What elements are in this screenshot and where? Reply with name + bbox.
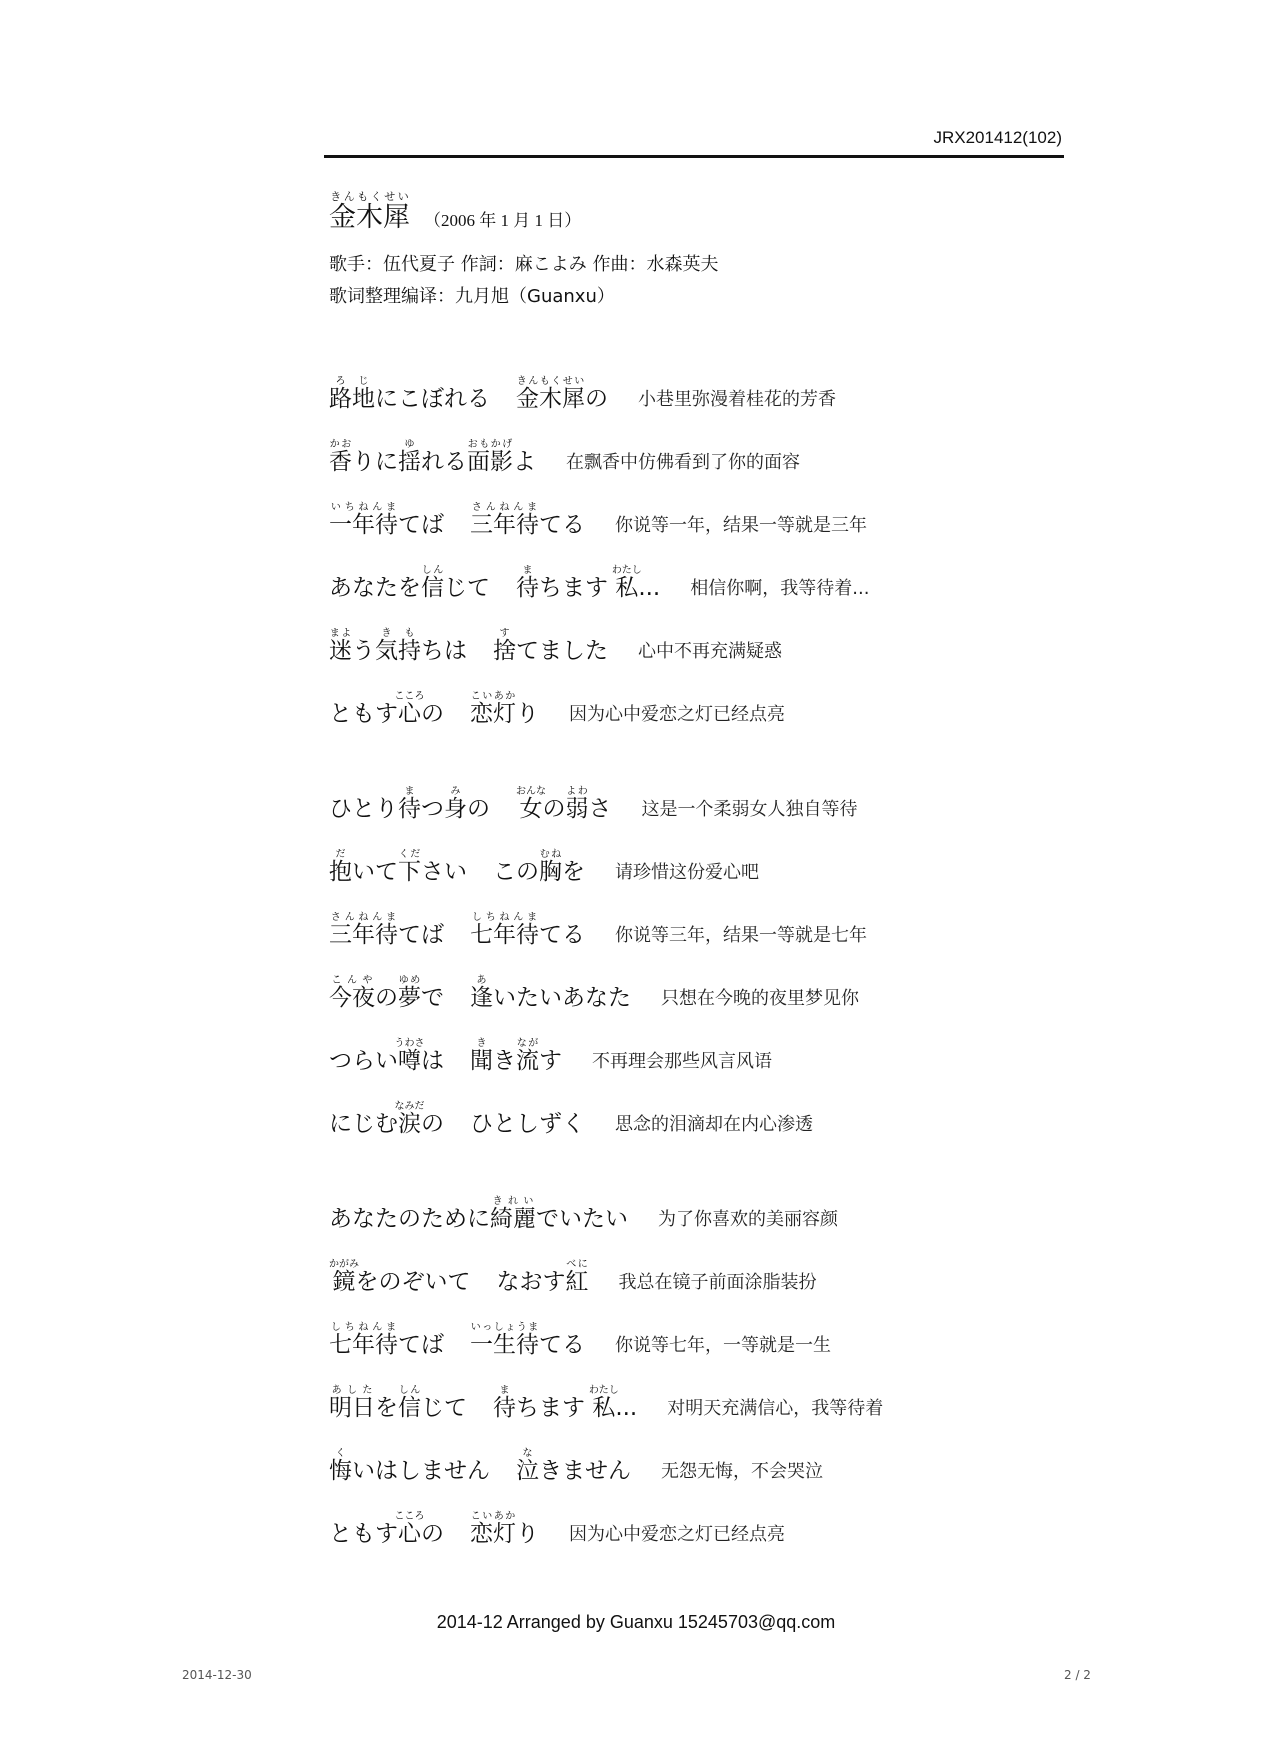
ruby-base: 噂 — [394, 1048, 425, 1074]
kana-text: てば — [398, 922, 444, 948]
furigana: こんや — [329, 975, 375, 986]
kana-text: の — [421, 701, 444, 727]
ruby-base: 綺麗 — [490, 1206, 536, 1232]
ruby-word — [329, 1448, 352, 1484]
ruby-word — [470, 1322, 539, 1358]
kana-text: てる — [539, 512, 585, 538]
kana-text: う — [352, 638, 375, 664]
ruby-word — [588, 1385, 619, 1421]
furigana: さんねんま — [329, 912, 398, 923]
lyric-line — [329, 760, 883, 823]
furigana: あ — [470, 975, 493, 986]
kana-text: ... — [615, 1395, 638, 1421]
lyric-japanese-phrase — [493, 628, 608, 665]
lyric-japanese-phrase — [470, 975, 631, 1012]
furigana: なが — [516, 1038, 539, 1049]
ruby-base: 泣 — [516, 1458, 539, 1484]
lyric-japanese-phrase — [329, 1322, 444, 1359]
ruby-base: 聞 — [470, 1048, 493, 1074]
ruby-base: 私 — [611, 575, 642, 601]
ruby-word — [375, 628, 398, 664]
kana-text: この — [493, 859, 539, 885]
ruby-base: 流 — [516, 1048, 539, 1074]
lyric-chinese-translation: 为了你喜欢的美丽容颜 — [658, 1209, 838, 1230]
ruby-word — [490, 1196, 536, 1232]
lyric-line — [329, 476, 883, 539]
kana-text: の — [375, 985, 398, 1011]
translator-credit: 歌词整理编译：九月旭（Guanxu） — [329, 286, 615, 307]
ruby-base: 信 — [421, 575, 444, 601]
furigana: おんな — [516, 786, 546, 797]
lyric-line — [329, 823, 883, 886]
lyric-japanese-phrase — [329, 1511, 444, 1548]
kana-text: きません — [539, 1458, 631, 1484]
lyric-line — [329, 1296, 883, 1359]
furigana: こころ — [394, 1511, 425, 1522]
kana-text: ともす — [329, 1521, 398, 1547]
kana-text: の — [421, 1111, 444, 1137]
ruby-base: 紅 — [565, 1269, 589, 1295]
lyric-japanese-phrase — [329, 1101, 444, 1138]
furigana: ろじ — [329, 376, 375, 387]
ruby-word — [470, 691, 516, 727]
ruby-base: 恋灯 — [470, 701, 516, 727]
lyric-chinese-translation: 心中不再充满疑惑 — [638, 641, 782, 662]
kana-text: じて — [421, 1395, 467, 1421]
furigana: よわ — [565, 786, 589, 797]
lyric-japanese-phrase — [329, 628, 467, 665]
kana-text: ともす — [329, 701, 398, 727]
lyric-japanese-phrase — [516, 565, 660, 602]
lyric-japanese-phrase — [329, 1038, 444, 1075]
document-code: JRX201412(102) — [933, 128, 1062, 147]
kana-text: てました — [516, 638, 608, 664]
header-rule — [324, 155, 1064, 158]
furigana: あした — [329, 1385, 375, 1396]
ruby-base: 逢 — [470, 985, 493, 1011]
kana-text: じて — [444, 575, 490, 601]
kana-text: つ — [421, 796, 444, 822]
ruby-word — [398, 786, 421, 822]
ruby-base: 女 — [516, 796, 546, 822]
lyric-japanese-phrase — [329, 502, 444, 539]
lyric-japanese-phrase — [329, 376, 490, 413]
ruby-word — [516, 1038, 539, 1074]
kana-text: てる — [539, 1332, 585, 1358]
ruby-word — [398, 1385, 421, 1421]
ruby-base: 捨 — [493, 638, 516, 664]
lyric-chinese-translation: 思念的泪滴却在内心渗透 — [615, 1114, 813, 1135]
furigana: こいあか — [470, 691, 516, 702]
furigana: しちねんま — [329, 1322, 398, 1333]
kana-text: てる — [539, 922, 585, 948]
kana-text: あなたを — [329, 575, 421, 601]
ruby-base: 弱 — [565, 796, 589, 822]
ruby-base: 三年待 — [329, 922, 398, 948]
ruby-base: 気 — [375, 638, 398, 664]
furigana: わたし — [611, 565, 642, 576]
furigana: うわさ — [394, 1038, 425, 1049]
kana-text: さい — [421, 859, 467, 885]
ruby-word — [329, 628, 352, 664]
ruby-word — [470, 912, 539, 948]
ruby-word — [329, 502, 398, 538]
lyric-japanese-phrase — [516, 786, 612, 823]
ruby-base: 路地 — [329, 386, 375, 412]
ruby-base: 七年待 — [470, 922, 539, 948]
ruby-base: 七年待 — [329, 1332, 398, 1358]
kana-text: つらい — [329, 1048, 398, 1074]
furigana: ゆ — [398, 439, 421, 450]
kana-text: す — [539, 1048, 562, 1074]
lyric-line — [329, 1359, 883, 1422]
kana-text: いはしません — [352, 1458, 490, 1484]
ruby-word — [470, 502, 539, 538]
ruby-base: 胸 — [539, 859, 562, 885]
lyric-japanese-phrase — [493, 1385, 637, 1422]
song-credits: 歌手：伍代夏子 作詞：麻こよみ 作曲：水森英夫 — [329, 254, 719, 275]
kana-text: にこぼれる — [375, 386, 490, 412]
lyric-japanese-phrase — [470, 1322, 585, 1359]
lyric-japanese-phrase — [329, 439, 536, 476]
ruby-base: 待 — [398, 796, 421, 822]
kana-text: てば — [398, 512, 444, 538]
furigana: きれい — [490, 1196, 536, 1207]
lyric-line — [329, 1075, 883, 1138]
furigana: しちねんま — [470, 912, 539, 923]
ruby-base: 信 — [398, 1395, 421, 1421]
kana-text: りに — [352, 449, 398, 475]
lyric-japanese-phrase — [329, 849, 467, 886]
ruby-word — [394, 1038, 425, 1074]
ruby-base: 迷 — [329, 638, 352, 664]
ruby-word — [394, 691, 425, 727]
lyric-line — [329, 1485, 883, 1548]
furigana: しん — [398, 1385, 421, 1396]
lyric-chinese-translation: 你说等三年，结果一等就是七年 — [615, 925, 867, 946]
lyric-japanese-phrase — [329, 1448, 490, 1485]
lyric-chinese-translation: 因为心中爱恋之灯已经点亮 — [569, 1524, 785, 1545]
ruby-word — [398, 628, 421, 664]
kana-text: でいたい — [536, 1206, 628, 1232]
furigana: きんもくせい — [516, 376, 585, 387]
ruby-word — [398, 975, 421, 1011]
kana-text: いたいあなた — [493, 985, 631, 1011]
lyrics — [329, 350, 883, 1548]
lyric-japanese-phrase — [329, 1259, 471, 1296]
lyric-line — [329, 949, 883, 1012]
lyric-line — [329, 886, 883, 949]
kana-text: の — [467, 796, 490, 822]
furigana: くだ — [398, 849, 421, 860]
lyric-japanese-phrase — [329, 975, 444, 1012]
furigana: も — [398, 628, 421, 639]
ruby-base: 下 — [398, 859, 421, 885]
lyric-line — [329, 1422, 883, 1485]
kana-text: の — [421, 1521, 444, 1547]
furigana: み — [444, 786, 467, 797]
kana-text: り — [516, 701, 539, 727]
ruby-base: 香 — [329, 449, 352, 475]
furigana: まよ — [329, 628, 352, 639]
ruby-word — [516, 786, 546, 822]
lyric-japanese-phrase — [493, 849, 585, 886]
kana-text: は — [421, 1048, 444, 1074]
lyric-chinese-translation: 对明天充满信心，我等待着 — [667, 1398, 884, 1419]
ruby-word — [565, 786, 589, 822]
ruby-word — [611, 565, 642, 601]
lyric-chinese-translation: 请珍惜这份爱心吧 — [615, 862, 759, 883]
ruby-word — [329, 912, 398, 948]
kana-text: をのぞいて — [355, 1269, 471, 1295]
song-title-ruby: きんもくせい — [329, 190, 410, 203]
ruby-base: 三年待 — [470, 512, 539, 538]
kana-text: を — [562, 859, 585, 885]
kana-text: ひとしずく — [470, 1111, 585, 1137]
lyric-japanese-phrase — [329, 565, 490, 602]
kana-text: を — [375, 1395, 398, 1421]
furigana: だ — [329, 849, 352, 860]
ruby-word — [398, 439, 421, 475]
ruby-word — [516, 1448, 539, 1484]
lyric-japanese-phrase — [516, 376, 608, 413]
ruby-word — [470, 975, 493, 1011]
furigana: しん — [421, 565, 444, 576]
lyric-chinese-translation: 只想在今晚的夜里梦见你 — [661, 988, 859, 1009]
kana-text: にじむ — [329, 1111, 398, 1137]
lyric-line — [329, 1170, 883, 1233]
lyric-japanese-phrase — [470, 1511, 539, 1548]
ruby-word — [398, 849, 421, 885]
ruby-word — [329, 1259, 359, 1295]
ruby-base: 一年待 — [329, 512, 398, 538]
ruby-word — [394, 1511, 425, 1547]
ruby-base: 心 — [394, 701, 425, 727]
furigana: ゆめ — [398, 975, 421, 986]
ruby-word — [329, 849, 352, 885]
lyric-japanese-phrase — [329, 786, 490, 823]
lyric-japanese-phrase — [497, 1259, 589, 1296]
furigana: き — [470, 1038, 493, 1049]
ruby-word — [467, 439, 513, 475]
lyric-line — [329, 602, 883, 665]
furigana: す — [493, 628, 516, 639]
kana-text: あなたのために — [329, 1206, 490, 1232]
ruby-word — [516, 565, 539, 601]
ruby-word — [493, 628, 516, 664]
furigana: さんねんま — [470, 502, 539, 513]
ruby-base: 悔 — [329, 1458, 352, 1484]
ruby-base: 抱 — [329, 859, 352, 885]
kana-text: れる — [421, 449, 467, 475]
furigana: こころ — [394, 691, 425, 702]
lyric-chinese-translation: 小巷里弥漫着桂花的芳香 — [638, 389, 836, 410]
furigana: ま — [398, 786, 421, 797]
kana-text: てば — [398, 1332, 444, 1358]
ruby-word — [329, 1385, 375, 1421]
lyric-chinese-translation: 因为心中爱恋之灯已经点亮 — [569, 704, 785, 725]
ruby-word — [516, 376, 585, 412]
ruby-base: 面影 — [467, 449, 513, 475]
lyric-chinese-translation: 相信你啊，我等待着... — [690, 578, 870, 599]
kana-text: ちは — [421, 638, 467, 664]
kana-text: き — [493, 1048, 516, 1074]
lyric-chinese-translation: 不再理会那些风言风语 — [592, 1051, 772, 1072]
ruby-base: 一生待 — [470, 1332, 539, 1358]
song-title-block — [329, 190, 581, 234]
ruby-word — [565, 1259, 589, 1295]
ruby-word — [329, 975, 375, 1011]
lyric-line — [329, 665, 883, 728]
lyric-line — [329, 350, 883, 413]
kana-text: よ — [513, 449, 536, 475]
lyric-line — [329, 1012, 883, 1075]
lyric-japanese-phrase — [470, 912, 585, 949]
furigana: おもかげ — [467, 439, 513, 450]
ruby-word — [421, 565, 444, 601]
footer-arranged: 2014-12 Arranged by Guanxu 15245703@qq.com — [436, 1612, 836, 1632]
ruby-word — [394, 1101, 425, 1137]
ruby-word — [470, 1038, 493, 1074]
kana-text: ちます — [539, 575, 616, 601]
ruby-base: 金木犀 — [516, 386, 585, 412]
song-date: （2006 年 1 月 1 日） — [424, 211, 582, 230]
ruby-base: 夢 — [398, 985, 421, 1011]
furigana: き — [375, 628, 398, 639]
kana-text: いて — [352, 859, 398, 885]
lyric-japanese-phrase — [516, 1448, 631, 1485]
ruby-word — [329, 1322, 398, 1358]
lyric-japanese-phrase — [470, 691, 539, 728]
ruby-word — [444, 786, 467, 822]
ruby-base: 鏡 — [329, 1269, 359, 1295]
furigana: むね — [539, 849, 562, 860]
furigana: なみだ — [394, 1101, 425, 1112]
furigana: べに — [565, 1259, 589, 1270]
ruby-base: 私 — [588, 1395, 619, 1421]
lyric-line — [329, 539, 883, 602]
furigana: ま — [493, 1385, 516, 1396]
kana-text: さ — [588, 796, 612, 822]
page-number: 2 / 2 — [1064, 1668, 1091, 1682]
lyric-japanese-phrase — [470, 502, 585, 539]
furigana: いっしょうま — [470, 1322, 539, 1333]
ruby-base: 揺 — [398, 449, 421, 475]
ruby-base: 待 — [493, 1395, 516, 1421]
ruby-word — [493, 1385, 516, 1421]
lyric-chinese-translation: 无怨无悔，不会哭泣 — [661, 1461, 823, 1482]
lyric-japanese-phrase — [470, 1038, 562, 1075]
ruby-base: 身 — [444, 796, 467, 822]
furigana: いちねんま — [329, 502, 398, 513]
furigana: かがみ — [329, 1259, 359, 1270]
kana-text: なおす — [496, 1269, 566, 1295]
lyric-chinese-translation: 我总在镜子前面涂脂装扮 — [618, 1272, 817, 1293]
lyric-japanese-phrase — [329, 1196, 628, 1233]
kana-text: り — [516, 1521, 539, 1547]
ruby-base: 心 — [394, 1521, 425, 1547]
furigana: わたし — [588, 1385, 619, 1396]
ruby-base: 明日 — [329, 1395, 375, 1421]
lyric-japanese-phrase — [329, 912, 444, 949]
lyric-japanese-phrase — [329, 1385, 467, 1422]
ruby-word — [329, 376, 375, 412]
lyric-japanese-phrase — [329, 691, 444, 728]
kana-text: の — [585, 386, 608, 412]
ruby-word — [539, 849, 562, 885]
furigana: く — [329, 1448, 352, 1459]
song-title — [329, 190, 410, 233]
ruby-base: 涙 — [394, 1111, 425, 1137]
kana-text: ... — [638, 575, 661, 601]
song-title-text: 金木犀 — [329, 202, 410, 233]
lyric-line — [329, 413, 883, 476]
footer-date: 2014-12-30 — [182, 1668, 252, 1682]
lyric-line — [329, 1233, 883, 1296]
furigana: な — [516, 1448, 539, 1459]
kana-text: で — [421, 985, 444, 1011]
kana-text: ちます — [516, 1395, 593, 1421]
lyric-chinese-translation: 在飘香中仿佛看到了你的面容 — [566, 452, 800, 473]
kana-text: の — [542, 796, 566, 822]
lyric-chinese-translation: 你说等七年，一等就是一生 — [615, 1335, 831, 1356]
furigana: かお — [329, 439, 352, 450]
kana-text: ひとり — [329, 796, 398, 822]
lyric-chinese-translation: 你说等一年，结果一等就是三年 — [615, 515, 867, 536]
ruby-base: 恋灯 — [470, 1521, 516, 1547]
furigana: ま — [516, 565, 539, 576]
ruby-word — [329, 439, 352, 475]
ruby-base: 持 — [398, 638, 421, 664]
ruby-word — [470, 1511, 516, 1547]
furigana: こいあか — [470, 1511, 516, 1522]
ruby-base: 待 — [516, 575, 539, 601]
lyric-chinese-translation: 这是一个柔弱女人独自等待 — [641, 799, 858, 820]
lyric-japanese-phrase — [470, 1105, 585, 1138]
ruby-base: 今夜 — [329, 985, 375, 1011]
